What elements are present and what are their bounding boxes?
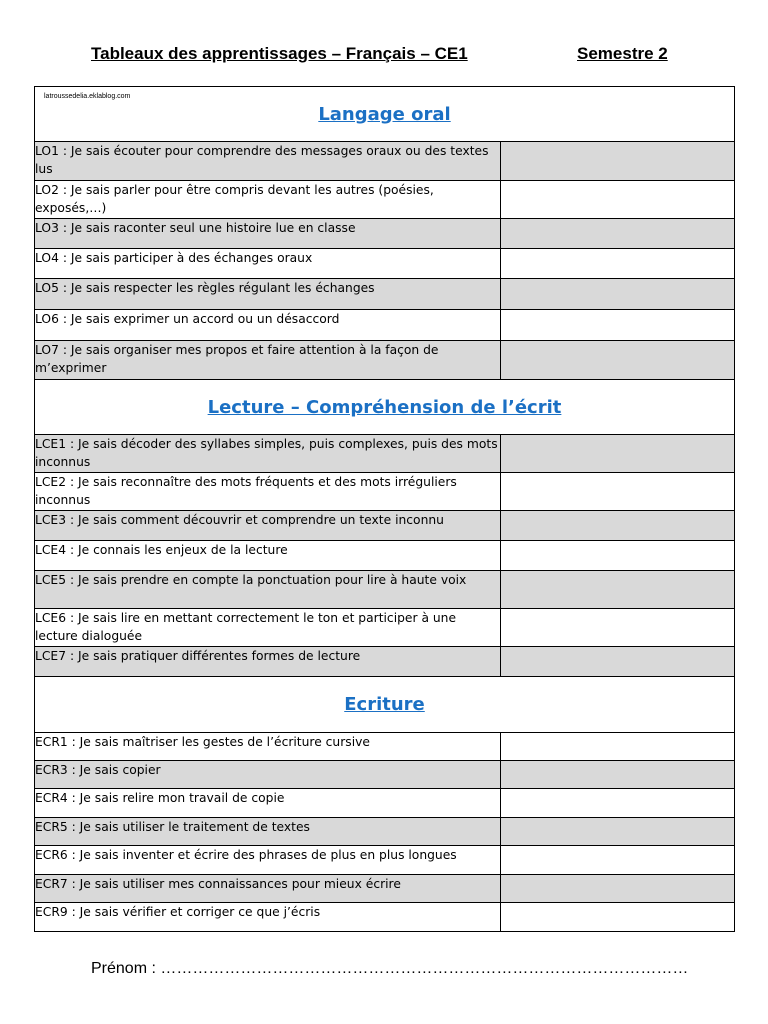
evaluation-cell[interactable] xyxy=(501,875,735,903)
evaluation-cell[interactable] xyxy=(501,571,735,609)
competency-label: ECR9 : Je sais vérifier et corriger ce que j’écris xyxy=(35,903,501,932)
table-row xyxy=(35,789,735,818)
table-row xyxy=(35,249,735,279)
competency-label: ECR4 : Je sais relire mon travail de copie xyxy=(35,789,501,818)
section-header-ecriture xyxy=(35,677,735,733)
name-field[interactable]: Prénom : ……………………………………………………………………………………… xyxy=(91,960,689,977)
competency-label: LCE2 : Je sais reconnaître des mots fréquents et des mots irréguliers inconnus xyxy=(35,473,501,511)
table-row xyxy=(35,435,735,473)
table-row xyxy=(35,310,735,341)
competency-label: LCE3 : Je sais comment découvrir et comprendre un texte inconnu xyxy=(35,511,501,541)
evaluation-cell[interactable] xyxy=(501,142,735,181)
table-row xyxy=(35,846,735,875)
table-row xyxy=(35,609,735,647)
table-row xyxy=(35,647,735,677)
competency-label: ECR6 : Je sais inventer et écrire des phrases de plus en plus longues xyxy=(35,846,501,875)
table-row xyxy=(35,818,735,846)
competency-label: LCE7 : Je sais pratiquer différentes formes de lecture xyxy=(35,647,501,677)
evaluation-cell[interactable] xyxy=(501,818,735,846)
competency-label: ECR7 : Je sais utiliser mes connaissances pour mieux écrire xyxy=(35,875,501,903)
evaluation-cell[interactable] xyxy=(501,511,735,541)
table-row xyxy=(35,875,735,903)
competency-label: LO7 : Je sais organiser mes propos et faire attention à la façon de m’exprimer xyxy=(35,341,501,380)
evaluation-cell[interactable] xyxy=(501,541,735,571)
section-title-oral: Langage oral xyxy=(318,104,451,125)
competency-label: LO4 : Je sais participer à des échanges oraux xyxy=(35,249,501,279)
evaluation-cell[interactable] xyxy=(501,609,735,647)
evaluation-cell[interactable] xyxy=(501,310,735,341)
evaluation-cell[interactable] xyxy=(501,761,735,789)
table-row xyxy=(35,541,735,571)
section-header-lecture xyxy=(35,380,735,435)
evaluation-cell[interactable] xyxy=(501,279,735,310)
competency-sheet xyxy=(34,86,734,932)
section-title-lecture: Lecture – Compréhension de l’écrit xyxy=(207,397,562,418)
competency-label: LCE4 : Je connais les enjeux de la lecture xyxy=(35,541,501,571)
section-header-oral xyxy=(35,87,735,142)
competency-label: ECR3 : Je sais copier xyxy=(35,761,501,789)
competency-table xyxy=(34,86,735,932)
competency-label: LCE1 : Je sais décoder des syllabes simples, puis complexes, puis des mots inconnus xyxy=(35,435,501,473)
competency-label: ECR1 : Je sais maîtriser les gestes de l’écriture cursive xyxy=(35,733,501,761)
semester-label: Semestre 2 xyxy=(577,44,668,63)
competency-label: LO6 : Je sais exprimer un accord ou un désaccord xyxy=(35,310,501,341)
evaluation-cell[interactable] xyxy=(501,789,735,818)
competency-label: LO2 : Je sais parler pour être compris devant les autres (poésies, exposés,…) xyxy=(35,181,501,219)
table-row xyxy=(35,279,735,310)
evaluation-cell[interactable] xyxy=(501,181,735,219)
evaluation-cell[interactable] xyxy=(501,435,735,473)
table-row xyxy=(35,181,735,219)
evaluation-cell[interactable] xyxy=(501,846,735,875)
competency-label: LO1 : Je sais écouter pour comprendre des messages oraux ou des textes lus xyxy=(35,142,501,181)
table-row xyxy=(35,571,735,609)
table-row xyxy=(35,511,735,541)
evaluation-cell[interactable] xyxy=(501,903,735,932)
competency-label: LCE5 : Je sais prendre en compte la ponctuation pour lire à haute voix xyxy=(35,571,501,609)
table-row xyxy=(35,341,735,380)
table-row xyxy=(35,903,735,932)
table-row xyxy=(35,142,735,181)
table-row xyxy=(35,219,735,249)
competency-label: LCE6 : Je sais lire en mettant correctement le ton et participer à une lecture dialoguée xyxy=(35,609,501,647)
evaluation-cell[interactable] xyxy=(501,733,735,761)
competency-label: LO5 : Je sais respecter les règles régulant les échanges xyxy=(35,279,501,310)
evaluation-cell[interactable] xyxy=(501,647,735,677)
evaluation-cell[interactable] xyxy=(501,219,735,249)
section-title-ecriture: Ecriture xyxy=(344,694,425,715)
evaluation-cell[interactable] xyxy=(501,473,735,511)
table-row xyxy=(35,733,735,761)
document-title: Tableaux des apprentissages – Français – CE1 xyxy=(91,44,468,63)
table-row xyxy=(35,473,735,511)
competency-label: LO3 : Je sais raconter seul une histoire lue en classe xyxy=(35,219,501,249)
competency-label: ECR5 : Je sais utiliser le traitement de textes xyxy=(35,818,501,846)
evaluation-cell[interactable] xyxy=(501,341,735,380)
table-row xyxy=(35,761,735,789)
credit-text: latroussedelia.eklablog.com xyxy=(44,93,131,100)
evaluation-cell[interactable] xyxy=(501,249,735,279)
